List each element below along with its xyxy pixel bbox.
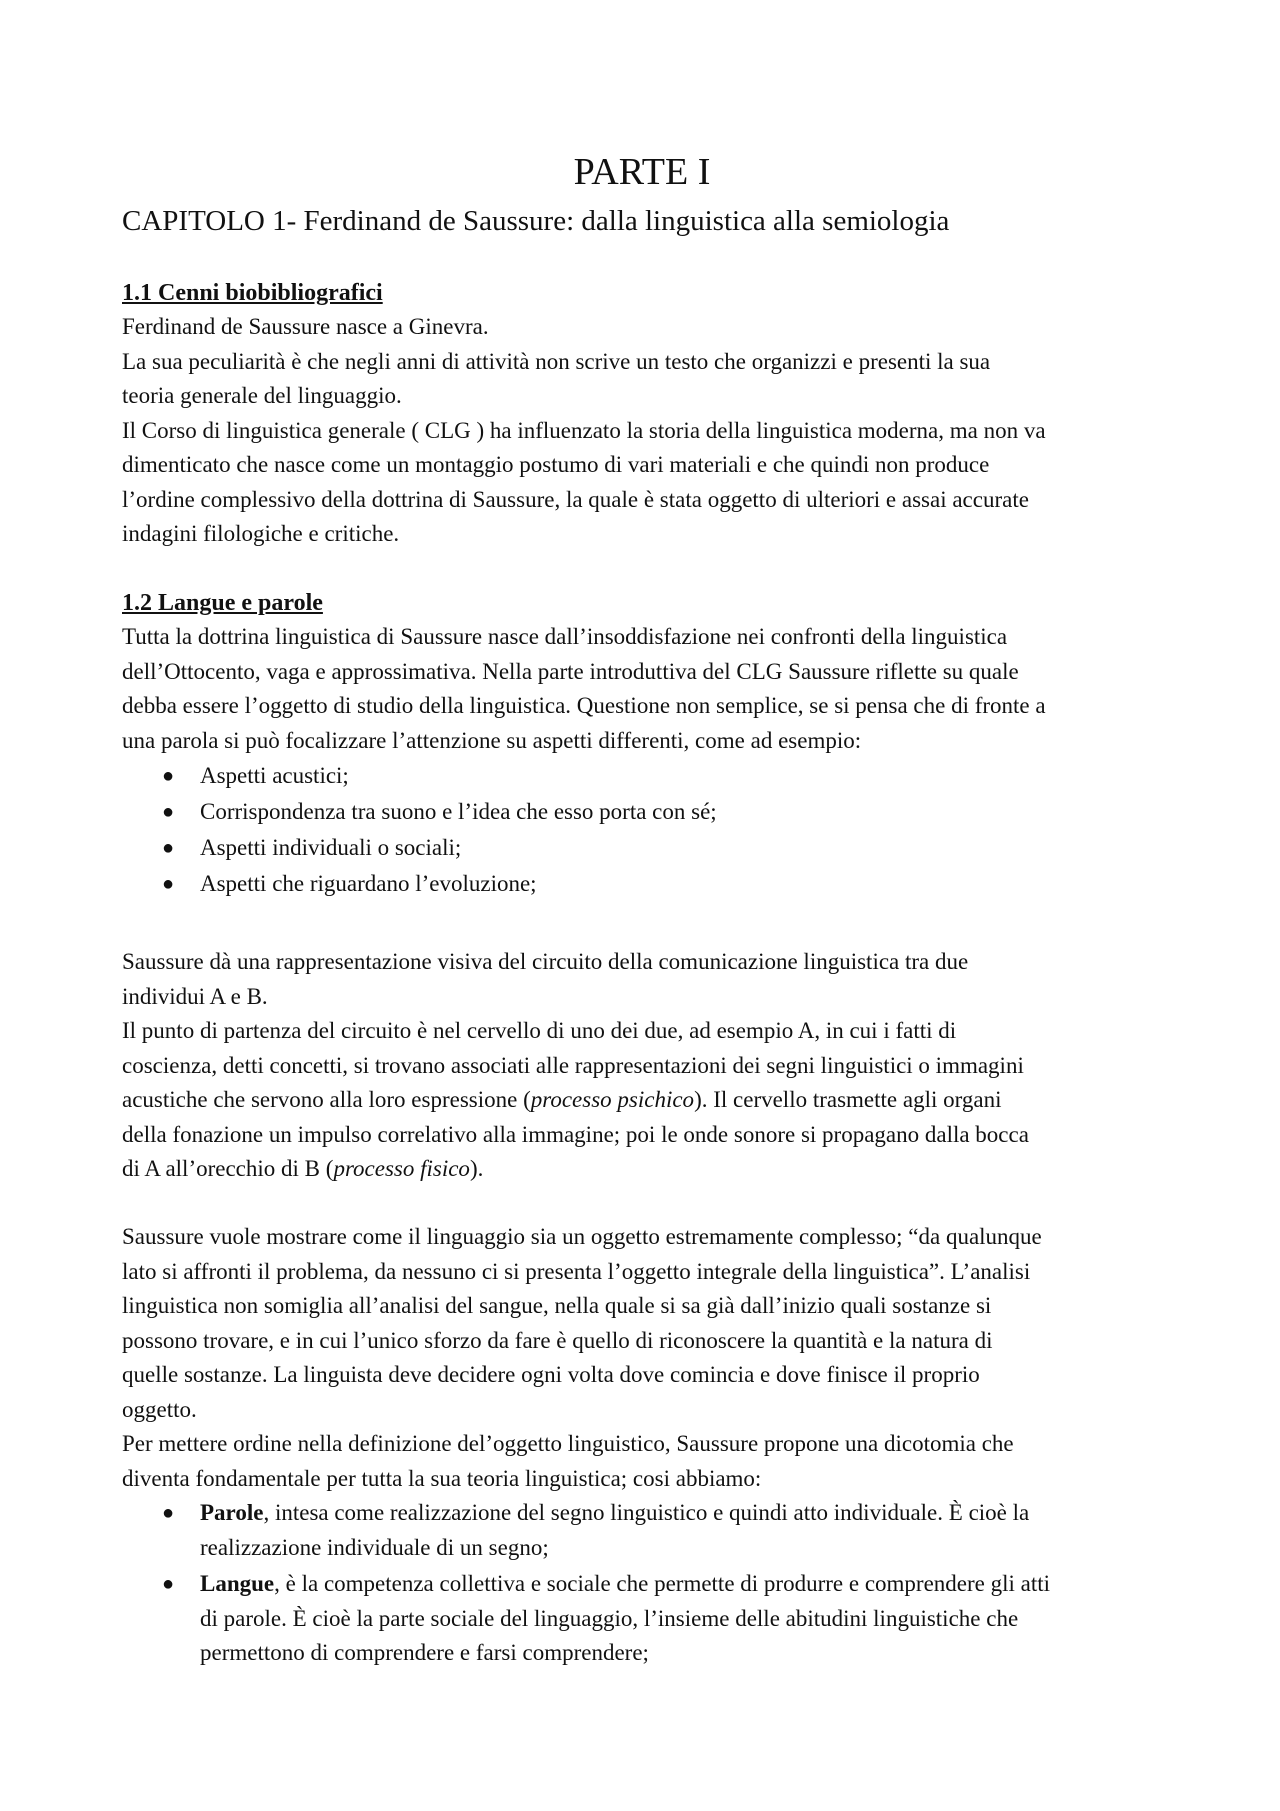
list-item xyxy=(122,794,1162,830)
paragraph-line: Per mettere ordine nella definizione del’oggetto linguistico, Saussure propone una dicotomia che xyxy=(122,1431,1014,1456)
term-name: Parole xyxy=(200,1500,264,1525)
bullet-icon: ● xyxy=(162,873,175,895)
paragraph-line: La sua peculiarità è che negli anni di attività non scrive un testo che organizzi e presenti la sua xyxy=(122,348,991,374)
paragraph-line xyxy=(122,1083,1162,1118)
list-item-text: Aspetti che riguardano l’evoluzione; xyxy=(200,871,537,896)
paragraph-line: individui A e B. xyxy=(122,983,268,1009)
text-run: acustiche che servono alla loro espressione ( xyxy=(122,1087,531,1112)
paragraph-line: coscienza, detti concetti, si trovano associati alle rappresentazioni dei segni linguistici o immagini xyxy=(122,1052,1024,1078)
paragraph-line: linguistica non somiglia all’analisi del sangue, nella quale si sa già dall’inizio quali sostanze si xyxy=(122,1293,992,1318)
paragraph-line: quelle sostanze. La linguista deve decidere ogni volta dove comincia e dove finisce il proprio xyxy=(122,1362,980,1387)
list-item-text: di parole. È cioè la parte sociale del linguaggio, l’insieme delle abitudini linguistiche che xyxy=(200,1605,1019,1631)
paragraph-line: indagini filologiche e critiche. xyxy=(122,521,400,546)
list-item-text xyxy=(200,1567,1162,1602)
bullet-icon: ● xyxy=(162,1502,175,1524)
list-item xyxy=(122,1496,1162,1565)
dichotomy-list xyxy=(122,1496,1162,1671)
paragraph-line: diventa fondamentale per tutta la sua teoria linguistica; cosi abbiamo: xyxy=(122,1465,762,1491)
bullet-icon: ● xyxy=(162,1573,175,1595)
paragraph-line: Ferdinand de Saussure nasce a Ginevra. xyxy=(122,314,489,339)
text-run: ). Il cervello trasmette agli organi xyxy=(694,1087,1002,1112)
emphasis-text: processo fisico xyxy=(333,1156,470,1181)
list-item-text: Aspetti acustici; xyxy=(200,763,349,788)
part-title: PARTE I xyxy=(573,151,711,193)
paragraph-line: Il punto di partenza del circuito è nel cervello di uno dei due, ad esempio A, in cui i fatti di xyxy=(122,1018,957,1043)
list-item xyxy=(122,830,1162,866)
paragraph-line: Saussure dà una rappresentazione visiva del circuito della comunicazione linguistica tra due xyxy=(122,949,969,974)
paragraph-line: debba essere l’oggetto di studio della linguistica. Questione non semplice, se si pensa che di fronte a xyxy=(122,693,1046,718)
paragraph-line xyxy=(122,1152,1162,1187)
paragraph-line: della fonazione un impulso correlativo alla immagine; poi le onde sonore si propagano dalla bocca xyxy=(122,1121,1029,1147)
list-item-text: permettono di comprendere e farsi comprendere; xyxy=(200,1640,649,1665)
list-item-text xyxy=(200,1496,1162,1531)
bullet-icon: ● xyxy=(162,765,175,787)
text-run: ). xyxy=(469,1156,484,1181)
emphasis-text: processo psichico xyxy=(530,1087,695,1112)
paragraph-line: teoria generale del linguaggio. xyxy=(122,383,402,408)
paragraph-line: dell’Ottocento, vaga e approssimativa. Nella parte introduttiva del CLG Saussure riflette su quale xyxy=(122,658,1019,684)
list-item-text: realizzazione individuale di un segno; xyxy=(200,1534,549,1560)
paragraph-line: l’ordine complessivo della dottrina di Saussure, la quale è stata oggetto di ulteriori e assai accurate xyxy=(122,486,1029,512)
aspects-list xyxy=(122,758,1162,902)
section-langue-parole xyxy=(122,586,1162,902)
text-run: , è la competenza collettiva e sociale che permette di produrre e comprendere gli atti xyxy=(274,1571,1051,1596)
list-item-text: Aspetti individuali o sociali; xyxy=(200,835,462,860)
chapter-title: CAPITOLO 1- Ferdinand de Saussure: dalla linguistica alla semiologia xyxy=(122,205,950,237)
section-heading: 1.1 Cenni biobibliografici xyxy=(122,280,383,306)
paragraph-line: Saussure vuole mostrare come il linguaggio sia un oggetto estremamente complesso; “da qualunque xyxy=(122,1224,1042,1249)
circuit-paragraph xyxy=(122,945,1162,1187)
paragraph-line: lato si affronti il problema, da nessuno ci si presenta l’oggetto integrale della linguistica”. L’analisi xyxy=(122,1258,1031,1284)
paragraph-line: dimenticato che nasce come un montaggio postumo di vari materiali e che quindi non produce xyxy=(122,452,990,477)
paragraph-line: una parola si può focalizzare l’attenzione su aspetti differenti, come ad esempio: xyxy=(122,727,862,753)
paragraph-line: possono trovare, e in cui l’unico sforzo da fare è quello di riconoscere la quantità e la natura di xyxy=(122,1327,993,1353)
bullet-icon: ● xyxy=(162,837,175,859)
list-item xyxy=(122,758,1162,794)
bullet-icon: ● xyxy=(162,801,175,823)
text-run: di A all’orecchio di B ( xyxy=(122,1156,334,1181)
paragraph-line: Il Corso di linguistica generale ( CLG ) ha influenzato la storia della linguistica moderna, ma non va xyxy=(122,417,1046,443)
list-item xyxy=(122,866,1162,902)
list-item-text: Corrispondenza tra suono e l’idea che esso porta con sé; xyxy=(200,799,717,824)
list-item xyxy=(122,1567,1162,1671)
section-heading: 1.2 Langue e parole xyxy=(122,590,323,616)
term-name: Langue xyxy=(200,1571,275,1596)
text-run: , intesa come realizzazione del segno linguistico e quindi atto individuale. È cioè la xyxy=(263,1500,1030,1525)
paragraph-line: Tutta la dottrina linguistica di Saussure nasce dall’insoddisfazione nei confronti della linguistica xyxy=(122,624,1008,649)
paragraph-line: oggetto. xyxy=(122,1396,197,1422)
complexity-paragraph xyxy=(122,1220,1162,1673)
section-biobibliography xyxy=(122,276,1162,552)
